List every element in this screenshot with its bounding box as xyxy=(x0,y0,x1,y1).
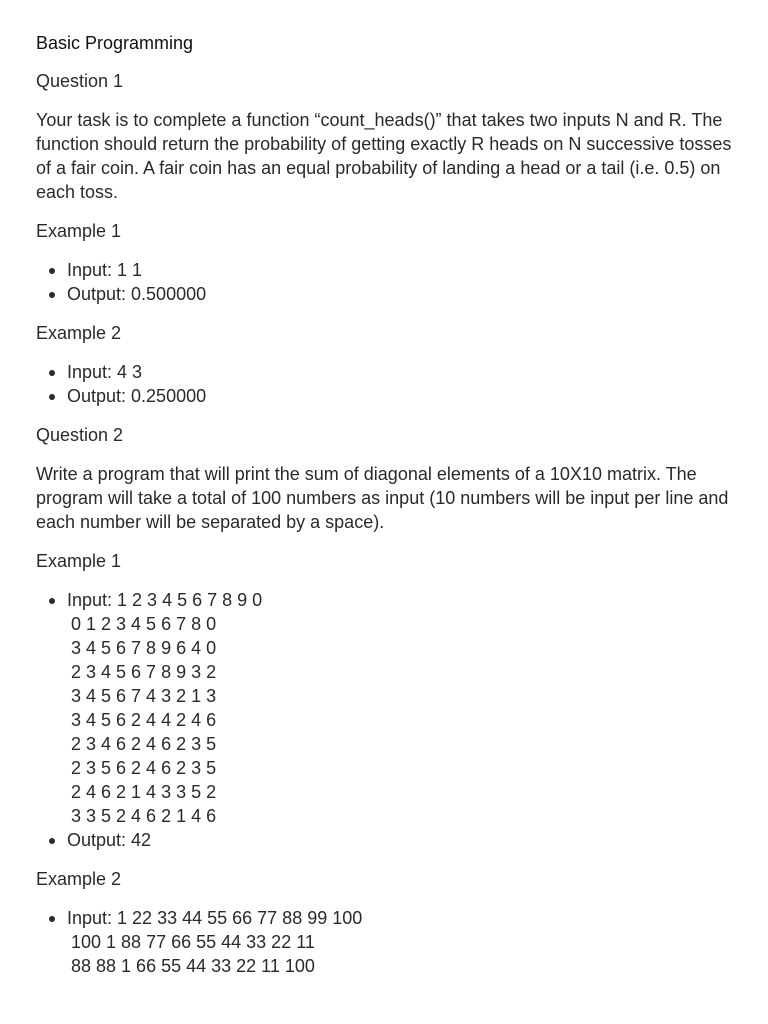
matrix-row: 88 88 1 66 55 44 33 22 11 100 xyxy=(71,956,315,976)
document-title: Basic Programming xyxy=(36,33,194,53)
q1-example-2-list xyxy=(36,360,732,408)
matrix-row: 100 1 88 77 66 55 44 33 22 11 xyxy=(71,932,315,952)
q2-example-1-input xyxy=(36,588,732,828)
q2-example-2-input xyxy=(36,906,732,978)
q1-example-1-heading: Example 1 xyxy=(36,221,122,241)
matrix-row: 2 3 4 6 2 4 6 2 3 5 xyxy=(71,734,217,754)
matrix-row: 3 3 5 2 4 6 2 1 4 6 xyxy=(71,806,217,826)
q2-example-2-list xyxy=(36,906,732,978)
q1-example-1-input: Input: 1 1 xyxy=(36,258,732,282)
q1-example-2-output: Output: 0.250000 xyxy=(36,384,732,408)
q2-example-1-output: Output: 42 xyxy=(36,828,732,852)
matrix-row: 3 4 5 6 2 4 4 2 4 6 xyxy=(71,710,217,730)
question-2-heading: Question 2 xyxy=(36,425,124,445)
q1-example-2-heading: Example 2 xyxy=(36,323,122,343)
question-1-heading: Question 1 xyxy=(36,71,124,91)
question-2-text: Write a program that will print the sum of diagonal elements of a 10X10 matrix. The program will take a total of 100 numbers as input (10 numbers will be input per line and each number will be separated by a space). xyxy=(36,464,729,532)
q2-example-1-list xyxy=(36,588,732,852)
matrix-row: 2 4 6 2 1 4 3 3 5 2 xyxy=(71,782,217,802)
matrix-row: 0 1 2 3 4 5 6 7 8 0 xyxy=(71,614,217,634)
matrix-row: 2 3 4 5 6 7 8 9 3 2 xyxy=(71,662,217,682)
q1-example-1-output: Output: 0.500000 xyxy=(36,282,732,306)
matrix-row: 3 4 5 6 7 8 9 6 4 0 xyxy=(71,638,217,658)
question-1-text: Your task is to complete a function “count_heads()” that takes two inputs N and R. The function should return the probability of getting exactly R heads on N successive tosses of a fair coin. A fair coin has an equal probability of landing a head or a tail (i.e. 0.5) on each toss. xyxy=(36,110,732,202)
q2-example-1-input-first-line: Input: 1 2 3 4 5 6 7 8 9 0 xyxy=(67,590,263,610)
matrix-row: 2 3 5 6 2 4 6 2 3 5 xyxy=(71,758,217,778)
q2-example-1-heading: Example 1 xyxy=(36,551,122,571)
q2-example-2-heading: Example 2 xyxy=(36,869,122,889)
q2-example-2-input-first-line: Input: 1 22 33 44 55 66 77 88 99 100 xyxy=(67,908,363,928)
q1-example-2-input: Input: 4 3 xyxy=(36,360,732,384)
matrix-row: 3 4 5 6 7 4 3 2 1 3 xyxy=(71,686,217,706)
q1-example-1-list xyxy=(36,258,732,306)
